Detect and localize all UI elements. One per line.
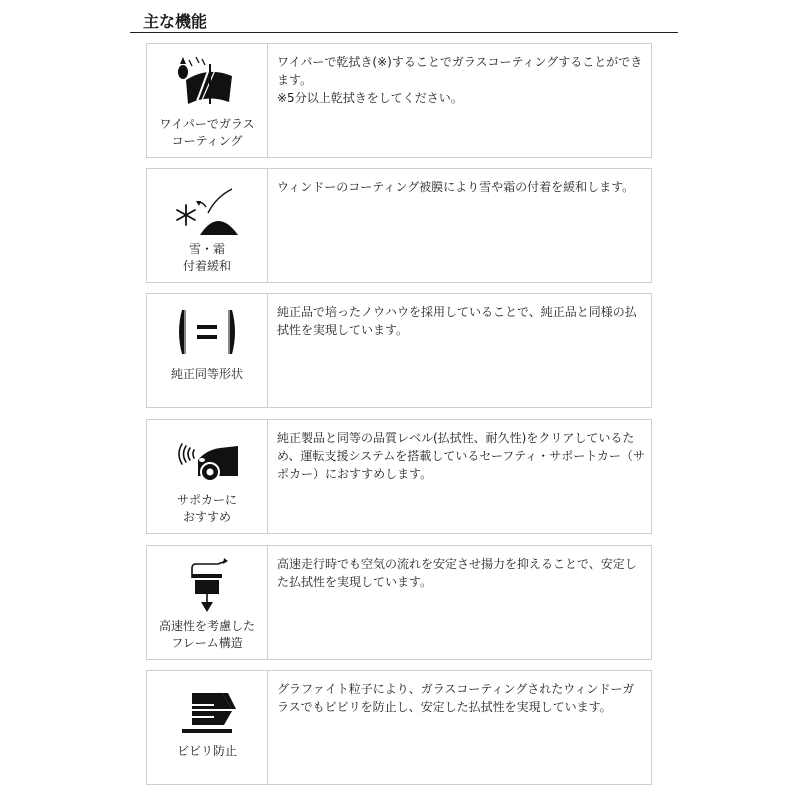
feature-label: サポカーに おすすめ <box>176 493 237 524</box>
feature-description: 純正製品と同等の品質レベル(払拭性、耐久性)をクリアしているため、運転支援システムを搭載しているセーフティ・サポートカー（サポカー）におすすめします。 <box>277 431 645 481</box>
feature-icon-cell <box>147 294 268 407</box>
feature-row-snow-frost <box>146 168 652 283</box>
feature-icon-cell <box>147 44 268 157</box>
feature-label: 高速性を考慮した フレーム構造 <box>158 619 255 650</box>
feature-row-equal-shape <box>146 293 652 408</box>
feature-icon-cell <box>147 671 268 784</box>
feature-icon-cell <box>147 169 268 282</box>
feature-description: グラファイト粒子により、ガラスコーティングされたウィンドーガラスでもビビリを防止し、安定した払拭性を実現しています。 <box>277 682 635 714</box>
section-heading: 主な機能 <box>143 12 208 31</box>
feature-label: 雪・霜 付着緩和 <box>182 242 231 273</box>
feature-label: ビビリ防止 <box>176 744 237 758</box>
feature-description: 純正品で培ったノウハウを採用していることで、純正品と同様の払拭性を実現しています。 <box>277 305 637 337</box>
equal-shape-icon <box>172 304 242 360</box>
feature-icon-cell <box>147 420 268 533</box>
feature-row-anti-chatter <box>146 670 652 785</box>
feature-label: 純正同等形状 <box>170 367 243 381</box>
heading-divider <box>130 32 678 33</box>
feature-row-wiper-coating <box>146 43 652 158</box>
support-car-icon <box>172 430 242 486</box>
wiper-glass-coating-icon <box>172 54 242 110</box>
feature-row-aero-frame <box>146 545 652 660</box>
aero-frame-icon <box>172 556 242 612</box>
feature-description: ウィンドーのコーティング被膜により雪や霜の付着を緩和します。 <box>277 180 635 194</box>
feature-row-support-car <box>146 419 652 534</box>
feature-label: ワイパーでガラス コーティング <box>159 117 255 148</box>
snow-frost-icon <box>172 179 242 235</box>
feature-description: 高速走行時でも空気の流れを安定させ揚力を抑えることで、安定した払拭性を実現しています。 <box>277 557 637 589</box>
anti-chatter-icon <box>172 687 242 743</box>
feature-description: ワイパーで乾拭き(※)することでガラスコーティングすることができます。 ※5分以上乾拭きをしてください。 <box>277 55 643 105</box>
feature-icon-cell <box>147 546 268 659</box>
